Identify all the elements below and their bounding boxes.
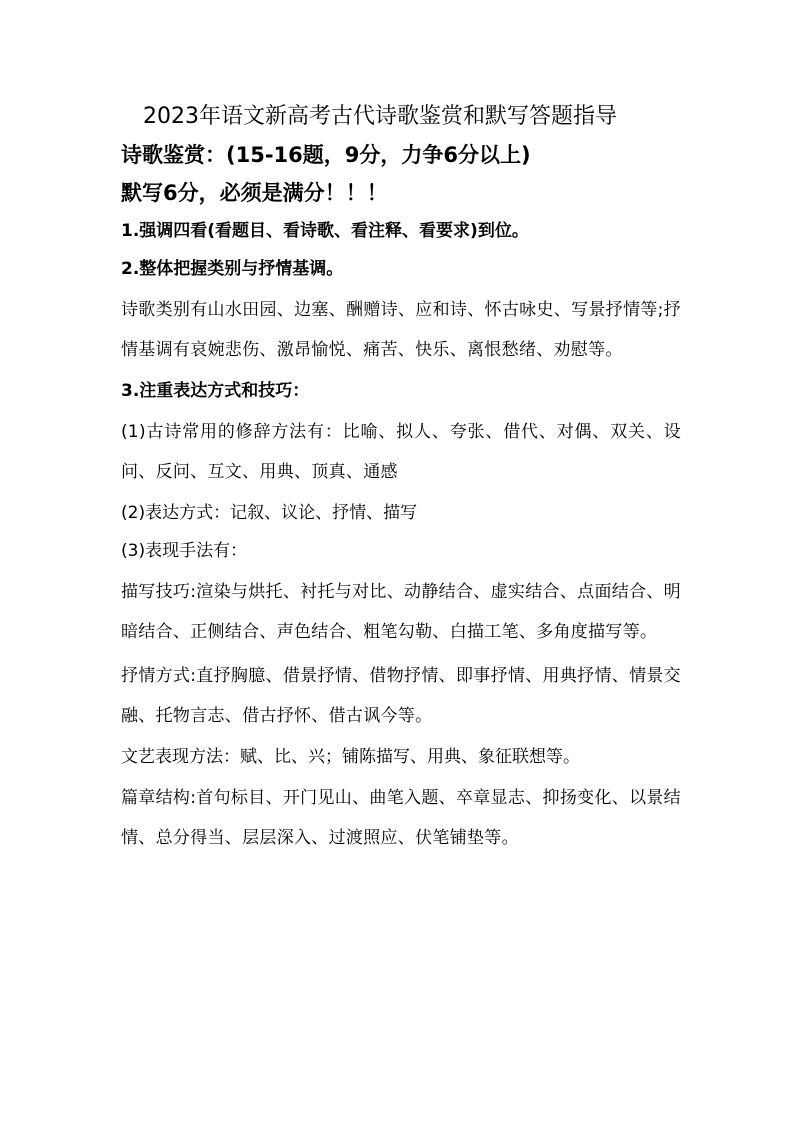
point-2-paragraph: 诗歌类别有山水田园、边塞、酬赠诗、应和诗、怀古咏史、写景抒情等;抒情基调有哀婉悲伤、激昂愉悦、痛苦、快乐、离恨愁绪、劝慰等。 (121, 300, 681, 360)
poetry-appreciation-heading: 诗歌鉴赏：(15-16题，9分，力争6分以上) (121, 143, 531, 167)
point-3-heading: 3.注重表达方式和技巧： (121, 381, 310, 401)
point-2-heading: 2.整体把握类别与抒情基调。 (121, 259, 344, 279)
literary-method-line: 文艺表现方法：赋、比、兴；铺陈描写、用典、象征联想等。 (121, 747, 580, 767)
document-body (121, 100, 681, 858)
structure-paragraph: 篇章结构:首句标目、开门见山、曲笔入题、卒章显志、抑扬变化、以景结情、总分得当、层层深入、过渡照应、伏笔铺垫等。 (121, 788, 681, 848)
recitation-heading: 默写6分，必须是满分！！！ (121, 181, 388, 205)
document-title: 2023年语文新高考古代诗歌鉴赏和默写答题指导 (143, 104, 617, 129)
description-technique-paragraph: 描写技巧:渲染与烘托、衬托与对比、动静结合、虚实结合、点面结合、明暗结合、正侧结合、声色结合、粗笔勾勒、白描工笔、多角度描写等。 (121, 582, 681, 642)
point-1-heading: 1.强调四看(看题目、看诗歌、看注释、看要求)到位。 (121, 221, 529, 241)
expression-line: (2)表达方式：记叙、议论、抒情、描写 (121, 503, 418, 523)
rhetoric-paragraph: (1)古诗常用的修辞方法有：比喻、拟人、夸张、借代、对偶、双关、设问、反问、互文、用典、顶真、通感 (121, 422, 681, 482)
lyric-method-paragraph: 抒情方式:直抒胸臆、借景抒情、借物抒情、即事抒情、用典抒情、情景交融、托物言志、借古抒怀、借古讽今等。 (121, 666, 681, 726)
technique-line: (3)表现手法有： (121, 541, 248, 561)
